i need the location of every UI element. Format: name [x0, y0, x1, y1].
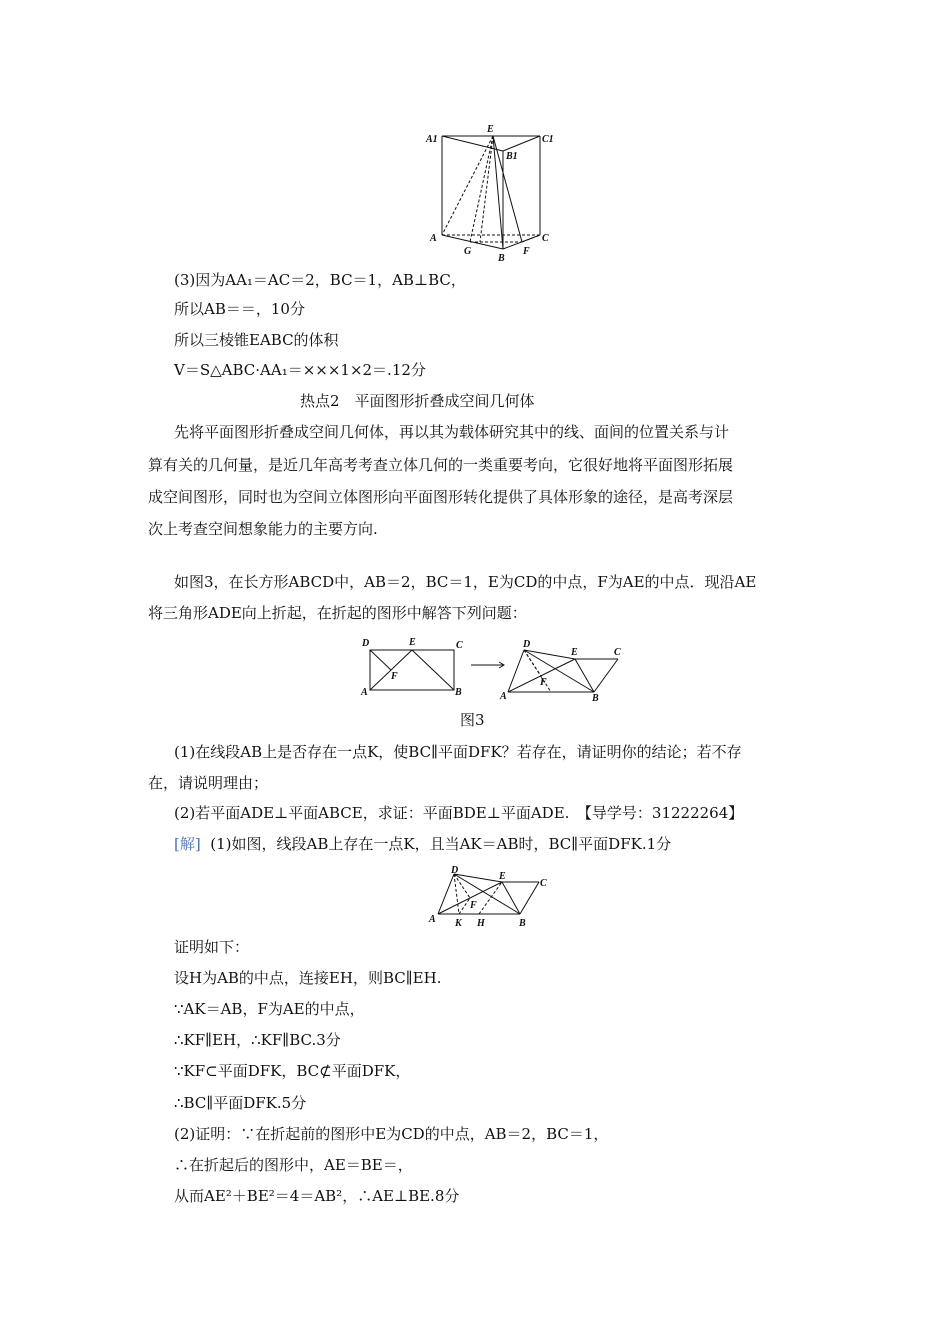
f3-right-f: F — [540, 677, 547, 688]
proof-line-7: (2)证明：∵在折起前的图形中E为CD的中点，AB＝2，BC＝1， — [174, 1125, 609, 1143]
intro-line-1: 先将平面图形折叠成空间几何体，再以其为载体研究其中的线、面间的位置关系与计 — [174, 423, 730, 441]
solution-first-text: (1)如图，线段AB上存在一点K，且当AK＝AB时，BC∥平面DFK.1分 — [210, 835, 672, 853]
label-c: C — [542, 233, 549, 244]
f3-left-e: E — [409, 637, 416, 648]
prism-diagram — [420, 118, 570, 264]
fold-figure — [356, 633, 626, 703]
f3-left-d: D — [362, 638, 370, 649]
label-a: A — [430, 233, 437, 244]
f4-e: E — [499, 871, 506, 882]
proof-line-2: 设H为AB的中点，连接EH，则BC∥EH. — [174, 969, 442, 987]
part3-line-2: 所以AB＝＝，10分 — [174, 300, 305, 318]
proof-line-9: 从而AE²＋BE²＝4＝AB²，∴AE⊥BE.8分 — [174, 1187, 460, 1205]
label-c1: C1 — [542, 134, 554, 145]
f3-right-b: B — [592, 693, 599, 703]
f4-k: K — [455, 918, 462, 929]
proof-line-4: ∴KF∥EH，∴KF∥BC.3分 — [174, 1031, 341, 1049]
f3-right-d: D — [523, 639, 531, 650]
f3-left-a: A — [361, 687, 368, 698]
question-2: (2)若平面ADE⊥平面ABCE，求证：平面BDE⊥平面ADE. 【导学号：31222264】 — [174, 804, 744, 822]
prism-figure — [420, 118, 570, 264]
question-1-line-1: (1)在线段AB上是否存在一点K，使BC∥平面DFK？若存在，请证明你的结论；若不存 — [174, 743, 742, 761]
label-f: F — [523, 246, 530, 257]
part3-line-3: 所以三棱锥EABC的体积 — [174, 331, 339, 349]
solution-figure — [424, 866, 554, 930]
f3-right-c: C — [614, 647, 621, 658]
part3-line-4: V＝S△ABC·AA₁＝×××1×2＝.12分 — [174, 361, 426, 379]
f4-c: C — [540, 878, 547, 889]
proof-line-1: 证明如下： — [174, 938, 250, 956]
solution-diagram — [424, 866, 554, 930]
label-g: G — [464, 246, 472, 257]
f4-f: F — [470, 900, 477, 911]
f3-right-e: E — [571, 647, 578, 658]
f3-right-a: A — [500, 691, 507, 702]
proof-line-5: ∵KF⊂平面DFK，BC⊄平面DFK， — [174, 1062, 411, 1080]
label-e: E — [487, 124, 494, 135]
label-b: B — [498, 253, 505, 264]
section-title: 热点2 平面图形折叠成空间几何体 — [300, 392, 535, 410]
question-1-line-2: 在，请说明理由； — [148, 774, 269, 792]
label-a1: A1 — [426, 134, 438, 145]
label-b1: B1 — [506, 151, 518, 162]
proof-line-6: ∴BC∥平面DFK.5分 — [174, 1094, 307, 1112]
problem-line-1: 如图3，在长方形ABCD中，AB＝2，BC＝1，E为CD的中点，F为AE的中点．现沿AE — [174, 573, 757, 591]
solution-tag: [解] — [174, 835, 201, 853]
f4-h: H — [477, 918, 485, 929]
problem-line-2: 将三角形ADE向上折起，在折起的图形中解答下列问题： — [148, 604, 527, 622]
intro-line-2: 算有关的几何量，是近几年高考考查立体几何的一类重要考向，它很好地将平面图形拓展 — [148, 456, 734, 474]
intro-line-4: 次上考查空间想象能力的主要方向. — [148, 520, 378, 538]
solution-first-line — [174, 834, 671, 854]
proof-line-8: ∴在折起后的图形中，AE＝BE＝， — [174, 1156, 413, 1174]
intro-line-3: 成空间图形，同时也为空间立体图形向平面图形转化提供了具体形象的途径，是高考深层 — [148, 488, 734, 506]
figure3-caption: 图3 — [460, 711, 485, 729]
f4-d: D — [451, 866, 459, 876]
part3-line-1: (3)因为AA₁＝AC＝2，BC＝1，AB⊥BC， — [174, 271, 466, 289]
f3-left-f: F — [391, 671, 398, 682]
f3-left-b: B — [455, 687, 462, 698]
f4-b: B — [519, 918, 526, 929]
f4-a: A — [429, 914, 436, 925]
proof-line-3: ∵AK＝AB，F为AE的中点， — [174, 1000, 365, 1018]
fold-diagram — [356, 633, 626, 703]
f3-left-c: C — [456, 640, 463, 651]
